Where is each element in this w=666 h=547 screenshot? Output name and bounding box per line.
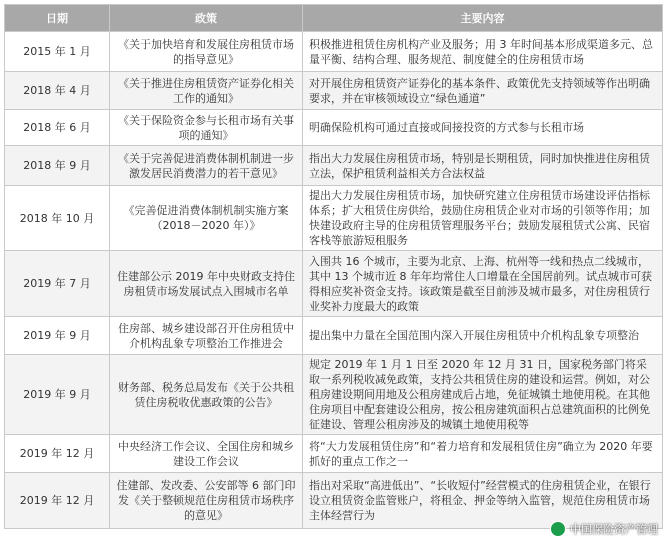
content-cell: 提出大力发展住房租赁市场，加快研究建立住房租赁市场建设评估指标体系；扩大租赁住房供给，鼓励住房租赁企业对市场的引领等作用；加快建设政府主导的住房租赁管理服务平台；鼓励发展租赁式公寓、民宿客栈等旅游短租服务 bbox=[303, 186, 663, 251]
content-cell: 明确保险机构可通过直接或间接投资的方式参与长租市场 bbox=[303, 110, 663, 146]
date-cell: 2015 年 1 月 bbox=[5, 32, 110, 72]
table-row bbox=[5, 317, 663, 355]
policy-cell: 住房部、城乡建设部召开住房租赁中介机构乱象专项整治工作推进会 bbox=[110, 317, 303, 355]
table-row bbox=[5, 435, 663, 473]
policy-cell: 《关于保险资金参与长租市场有关事项的通知》 bbox=[110, 110, 303, 146]
date-cell: 2019 年 7 月 bbox=[5, 251, 110, 317]
header-date: 日期 bbox=[5, 5, 110, 32]
policy-cell: 《完善促进消费体制机制实施方案（2018－2020 年）》 bbox=[110, 186, 303, 251]
date-cell: 2018 年 6 月 bbox=[5, 110, 110, 146]
content-cell: 提出集中力量在全国范围内深入开展住房租赁中介机构乱象专项整治 bbox=[303, 317, 663, 355]
content-cell: 对开展住房租赁资产证券化的基本条件、政策优先支持领域等作出明确要求，并在审核领域设立“绿色通道” bbox=[303, 72, 663, 110]
table-header-row bbox=[5, 5, 663, 32]
table-row bbox=[5, 251, 663, 317]
content-cell: 指出对采取“高进低出”、“长收短付”经营模式的住房租赁企业，在银行设立租赁资金监管账户，将租金、押金等纳入监管，规范住房租赁市场主体经营行为 bbox=[303, 473, 663, 529]
table-row bbox=[5, 32, 663, 72]
date-cell: 2018 年 9 月 bbox=[5, 146, 110, 186]
content-cell: 积极推进租赁住房机构产业及服务；用 3 年时间基本形成渠道多元、总量平衡、结构合理、服务规范、制度健全的住房租赁市场 bbox=[303, 32, 663, 72]
date-cell: 2019 年 12 月 bbox=[5, 473, 110, 529]
date-cell: 2019 年 9 月 bbox=[5, 317, 110, 355]
date-cell: 2018 年 10 月 bbox=[5, 186, 110, 251]
watermark-text: 中国保险资产管理 bbox=[570, 523, 658, 536]
date-cell: 2019 年 12 月 bbox=[5, 435, 110, 473]
table-row bbox=[5, 186, 663, 251]
content-cell: 指出大力发展住房租赁市场，特别是长期租赁，同时加快推进住房租赁立法，保护租赁利益相关方合法权益 bbox=[303, 146, 663, 186]
header-policy: 政策 bbox=[110, 5, 303, 32]
policy-cell: 财务部、税务总局发布《关于公共租赁住房税收优惠政策的公告》 bbox=[110, 355, 303, 435]
date-cell: 2019 年 9 月 bbox=[5, 355, 110, 435]
policy-cell: 《关于加快培育和发展住房租赁市场的指导意见》 bbox=[110, 32, 303, 72]
table-row bbox=[5, 146, 663, 186]
policy-cell: 住建部、发改委、公安部等 6 部门印发《关于整顿规范住房租赁市场秩序的意见》 bbox=[110, 473, 303, 529]
table-row bbox=[5, 72, 663, 110]
header-content: 主要内容 bbox=[303, 5, 663, 32]
content-cell: 规定 2019 年 1 月 1 日至 2020 年 12 月 31 日，国家税务部门将采取一系列税收减免政策，支持公共租赁住房的建设和运营。例如，对公租房建设期间用地及公租房建成后占地，免征城镇土地使用税。在其他住房项目中配套建设公租房，按公租房建筑面积占总建筑面积的比例免征建设、管理公租房涉及的城镇土地使用税等 bbox=[303, 355, 663, 435]
policy-cell: 中央经济工作会议、全国住房和城乡建设工作会议 bbox=[110, 435, 303, 473]
date-cell: 2018 年 4 月 bbox=[5, 72, 110, 110]
policy-cell: 《关于完善促进消费体制机制进一步激发居民消费潜力的若干意见》 bbox=[110, 146, 303, 186]
table-row bbox=[5, 110, 663, 146]
content-cell: 入围共 16 个城市，主要为北京、上海、杭州等一线和热点二线城市，其中 13 个城市近 8 年年均常住人口增量在全国居前列。试点城市可获得相应奖补资金支持。该政策是截至目前涉及城市最多，对住房租赁行业奖补力度最大的政策 bbox=[303, 251, 663, 317]
policy-cell: 《关于推进住房租赁资产证券化相关工作的通知》 bbox=[110, 72, 303, 110]
wechat-logo-icon bbox=[550, 521, 566, 537]
policy-cell: 住建部公示 2019 年中央财政支持住房租赁市场发展试点入围城市名单 bbox=[110, 251, 303, 317]
content-cell: 将“大力发展租赁住房”和“着力培育和发展租赁住房”确立为 2020 年要抓好的重点工作之一 bbox=[303, 435, 663, 473]
watermark bbox=[550, 521, 658, 537]
policy-table bbox=[4, 4, 663, 529]
table-row bbox=[5, 355, 663, 435]
